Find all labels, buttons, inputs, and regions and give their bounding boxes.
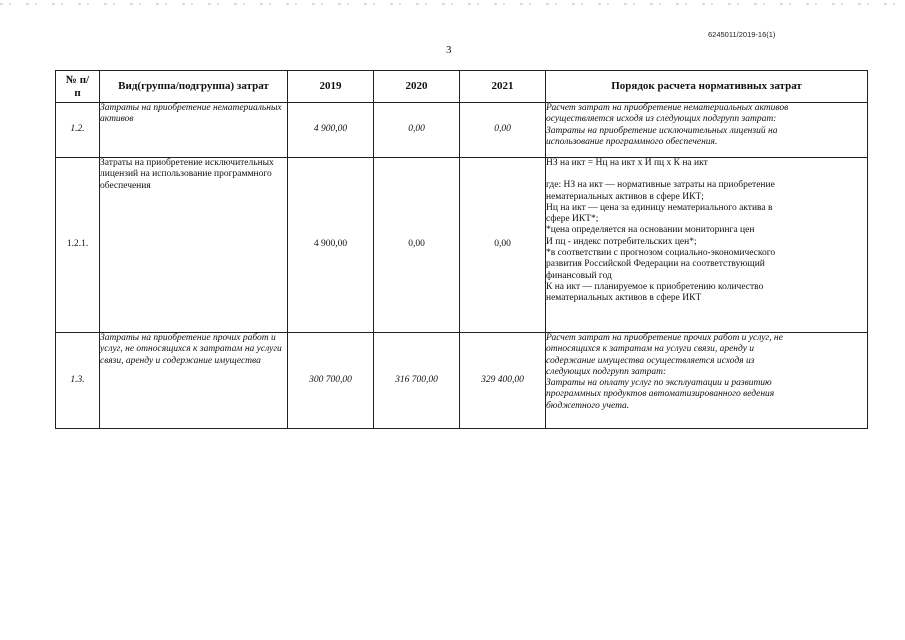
value-2020: 316 700,00 xyxy=(374,333,460,429)
calc-line: осуществляется исходя из следующих подгрупп затрат: xyxy=(546,114,777,125)
column-header-calculation: Порядок расчета нормативных затрат xyxy=(546,71,868,103)
cost-type-name: Затраты на приобретение прочих работ и услуг, не относящихся к затратам на услуги связи, аренду и содержание имущества xyxy=(100,333,288,429)
table-row xyxy=(56,333,868,429)
formula-line: НЗ на икт = Нц на икт х И пц х К на икт xyxy=(546,158,708,168)
value-2019: 4 900,00 xyxy=(288,158,374,333)
calc-line: относящихся к затратам на услуги связи, аренду и xyxy=(546,344,755,355)
value-2021: 0,00 xyxy=(460,103,546,158)
value-2021: 329 400,00 xyxy=(460,333,546,429)
calc-line: Расчет затрат на приобретение прочих работ и услуг, не xyxy=(546,333,783,343)
table-row xyxy=(56,103,868,158)
calc-line: К на икт — планируемое к приобретению количество xyxy=(546,281,764,292)
calc-line: содержание имущества осуществляется исходя из xyxy=(546,355,755,366)
page-number: 3 xyxy=(446,44,452,56)
document-number: 6245011/2019-16(1) xyxy=(708,30,776,39)
calc-line: И пц - индекс потребительских цен*; xyxy=(546,236,697,247)
calc-line: программных продуктов автоматизированного ведения xyxy=(546,389,775,400)
value-2020: 0,00 xyxy=(374,158,460,333)
calc-line: нематериальных активов в сфере ИКТ; xyxy=(546,191,704,202)
row-number: 1.2. xyxy=(56,103,100,158)
calc-line: следующих подгрупп затрат: xyxy=(546,366,667,377)
column-header-2019: 2019 xyxy=(288,71,374,103)
row-number: 1.3. xyxy=(56,333,100,429)
calculation-text xyxy=(546,333,868,429)
calc-line: финансовый год xyxy=(546,270,612,281)
column-header-cost-type: Вид(группа/подгруппа) затрат xyxy=(100,71,288,103)
cost-table xyxy=(55,70,868,429)
calc-line: бюджетного учета. xyxy=(546,400,630,411)
value-2021: 0,00 xyxy=(460,158,546,333)
calculation-text xyxy=(546,103,868,158)
column-header-2021: 2021 xyxy=(460,71,546,103)
value-2020: 0,00 xyxy=(374,103,460,158)
calc-line: сфере ИКТ*; xyxy=(546,214,599,225)
row-number: 1.2.1. xyxy=(56,158,100,333)
calculation-text xyxy=(546,158,868,333)
scan-artifact-line xyxy=(0,3,905,5)
cost-type-name: Затраты на приобретение нематериальных активов xyxy=(100,103,288,158)
table-header-row xyxy=(56,71,868,103)
cost-type-name: Затраты на приобретение исключительных лицензий на использование программного обеспечения xyxy=(100,158,288,333)
table-row xyxy=(56,158,868,333)
calc-line: *в соответствии с прогнозом социально-экономического xyxy=(546,248,776,259)
column-header-2020: 2020 xyxy=(374,71,460,103)
calc-line: нематериальных активов в сфере ИКТ xyxy=(546,293,702,304)
calc-line: использование программного обеспечения. xyxy=(546,136,718,147)
calc-line: Затраты на приобретение исключительных лицензий на xyxy=(546,125,778,136)
calc-blank-line xyxy=(546,169,867,180)
calc-line: Затраты на оплату услуг по эксплуатации и развитию xyxy=(546,378,772,389)
column-header-number: № п/п xyxy=(56,71,100,103)
calc-line: развития Российской Федерации на соответствующий xyxy=(546,259,765,270)
value-2019: 300 700,00 xyxy=(288,333,374,429)
value-2019: 4 900,00 xyxy=(288,103,374,158)
calc-line: Расчет затрат на приобретение нематериальных активов xyxy=(546,103,789,113)
calc-line: Нц на икт — цена за единицу нематериального актива в xyxy=(546,202,773,213)
calc-line: где: НЗ на икт — нормативные затраты на приобретение xyxy=(546,180,775,191)
calc-line: *цена определяется на основании мониторинга цен xyxy=(546,225,755,236)
